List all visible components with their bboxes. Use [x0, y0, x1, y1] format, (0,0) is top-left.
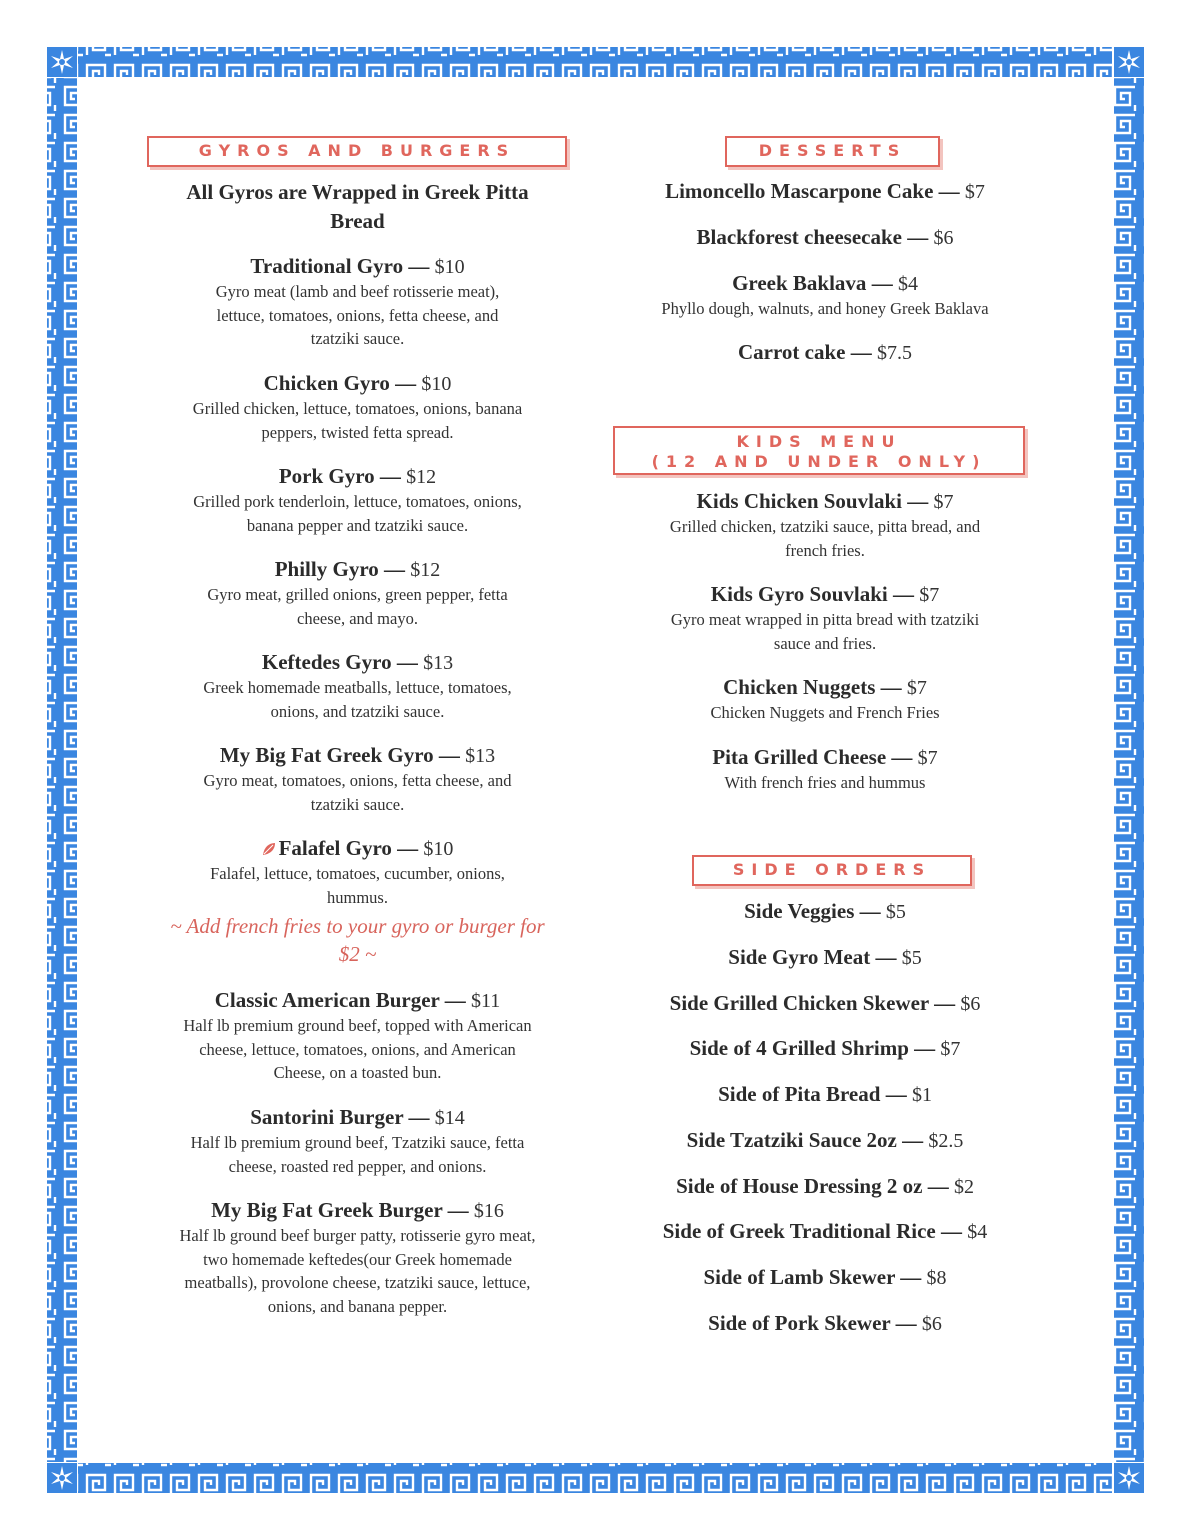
- item-name: Philly Gyro: [274, 557, 379, 581]
- item-price: $7: [940, 1038, 961, 1060]
- menu-item: Blackforest cheesecake — $6: [696, 225, 954, 249]
- item-desc: Chicken Nuggets and French Fries: [710, 703, 940, 722]
- item-name: Falafel Gyro: [278, 836, 392, 860]
- item-price: $7.5: [877, 342, 912, 364]
- menu-item: Side Grilled Chicken Skewer — $6: [669, 991, 981, 1015]
- item-price: $5: [885, 901, 906, 923]
- desserts-heading: DESSERTS: [725, 136, 940, 167]
- item-name: Side of Lamb Skewer: [703, 1265, 896, 1289]
- item-price: $1: [911, 1084, 932, 1106]
- item-price: $10: [421, 373, 452, 395]
- item-desc: Grilled pork tenderloin, lettuce, tomatoes, onions, banana pepper and tzatziki sauce.: [193, 492, 522, 535]
- menu-item: Pork Gyro — $12 Grilled pork tenderloin, lettuce, tomatoes, onions, banana pepper and tzatziki sauce.: [165, 463, 550, 537]
- gyros-intro: All Gyros are Wrapped in Greek Pitta Bread: [186, 180, 529, 233]
- item-price: $13: [423, 652, 454, 674]
- menu-item: Side of Lamb Skewer — $8: [703, 1265, 947, 1289]
- item-desc: Gyro meat, grilled onions, green pepper, fetta cheese, and mayo.: [207, 585, 508, 628]
- item-desc: Phyllo dough, walnuts, and honey Greek Baklava: [661, 299, 989, 318]
- item-price: $11: [470, 990, 501, 1012]
- menu-item: Carrot cake — $7.5: [738, 340, 912, 364]
- item-name: Blackforest cheesecake: [696, 225, 902, 249]
- item-name: Side Tzatziki Sauce 2oz: [686, 1128, 897, 1152]
- menu-item: Classic American Burger — $11 Half lb premium ground beef, topped with American cheese, lettuce, tomatoes, onions, and American Cheese, on a toasted bun.: [165, 987, 550, 1085]
- item-name: My Big Fat Greek Burger: [211, 1198, 443, 1222]
- item-name: Chicken Gyro: [263, 371, 390, 395]
- item-price: $7: [933, 491, 954, 513]
- item-price: $7: [917, 747, 938, 769]
- menu-item: Philly Gyro — $12 Gyro meat, grilled onions, green pepper, fetta cheese, and mayo.: [165, 556, 550, 630]
- menu-item: Side of Pork Skewer — $6: [708, 1311, 942, 1335]
- menu-item: Limoncello Mascarpone Cake — $7: [665, 179, 985, 203]
- item-name: My Big Fat Greek Gyro: [219, 743, 434, 767]
- item-name: Side of Greek Traditional Rice: [662, 1219, 936, 1243]
- menu-item: Side Tzatziki Sauce 2oz — $2.5: [686, 1128, 964, 1152]
- item-price: $12: [410, 559, 441, 581]
- menu-item: Side Gyro Meat — $5: [728, 945, 922, 969]
- item-price: $2: [953, 1176, 974, 1198]
- menu-item: Chicken Gyro — $10 Grilled chicken, lettuce, tomatoes, onions, banana peppers, twisted fetta spread.: [165, 370, 550, 444]
- item-price: $10: [423, 838, 454, 860]
- item-name: Carrot cake: [738, 340, 846, 364]
- item-name: Santorini Burger: [250, 1105, 404, 1129]
- menu-item: Chicken Nuggets — $7 Chicken Nuggets and French Fries: [615, 674, 1035, 725]
- item-name: Side of Pita Bread: [718, 1082, 881, 1106]
- menu-item: Traditional Gyro — $10 Gyro meat (lamb and beef rotisserie meat), lettuce, tomatoes, onions, fetta cheese, and tzatziki sauce.: [165, 253, 550, 351]
- item-price: $6: [921, 1313, 942, 1335]
- item-price: $13: [465, 745, 496, 767]
- item-name: Side Veggies: [744, 899, 855, 923]
- item-price: $6: [933, 227, 954, 249]
- item-price: $6: [960, 993, 981, 1015]
- menu-item: Greek Baklava — $4 Phyllo dough, walnuts, and honey Greek Baklava: [615, 270, 1035, 321]
- item-desc: Grilled chicken, lettuce, tomatoes, onions, banana peppers, twisted fetta spread.: [192, 399, 523, 442]
- item-desc: Grilled chicken, tzatziki sauce, pitta bread, and french fries.: [669, 517, 981, 560]
- item-price: $7: [919, 584, 940, 606]
- menu-item: My Big Fat Greek Burger — $16 Half lb ground beef burger patty, rotisserie gyro meat, two homemade keftedes(our Greek homemade meatballs), provolone cheese, tzatziki sauce, lettuce, onions, and banana pepper.: [165, 1197, 550, 1318]
- item-name: Traditional Gyro: [250, 254, 404, 278]
- item-name: Pita Grilled Cheese: [712, 745, 887, 769]
- item-price: $4: [967, 1221, 988, 1243]
- item-name: Side of House Dressing 2 oz: [676, 1174, 923, 1198]
- side-orders-heading: SIDE ORDERS: [692, 855, 972, 886]
- item-desc: Greek homemade meatballs, lettuce, tomatoes, onions, and tzatziki sauce.: [203, 678, 512, 721]
- item-name: Chicken Nuggets: [723, 675, 876, 699]
- item-price: $7: [964, 181, 985, 203]
- item-name: Side of Pork Skewer: [708, 1311, 891, 1335]
- item-name: Side Grilled Chicken Skewer: [669, 991, 929, 1015]
- kids-heading-line2: (12 AND UNDER ONLY): [651, 452, 987, 471]
- item-price: $14: [434, 1107, 465, 1129]
- item-name: Kids Chicken Souvlaki: [696, 489, 902, 513]
- item-price: $8: [926, 1267, 947, 1289]
- item-desc: Gyro meat (lamb and beef rotisserie meat), lettuce, tomatoes, onions, fetta cheese, and tzatziki sauce.: [215, 282, 500, 348]
- item-desc: Half lb premium ground beef, topped with American cheese, lettuce, tomatoes, onions, and American Cheese, on a toasted bun.: [183, 1016, 532, 1082]
- menu-item: Pita Grilled Cheese — $7 With french fries and hummus: [615, 744, 1035, 795]
- item-desc: Half lb premium ground beef, Tzatziki sauce, fetta cheese, roasted red pepper, and onions.: [190, 1133, 525, 1176]
- item-name: Greek Baklava: [732, 271, 867, 295]
- menu-item: Side Veggies — $5: [744, 899, 906, 923]
- menu-item: Santorini Burger — $14 Half lb premium ground beef, Tzatziki sauce, fetta cheese, roasted red pepper, and onions.: [165, 1104, 550, 1178]
- item-name: Classic American Burger: [214, 988, 440, 1012]
- kids-heading-line1: KIDS MENU: [736, 432, 902, 451]
- menu-item: Side of Greek Traditional Rice — $4: [662, 1219, 988, 1243]
- item-price: $4: [897, 273, 918, 295]
- item-price: $2.5: [928, 1130, 964, 1152]
- item-name: Pork Gyro: [278, 464, 375, 488]
- item-price: $7: [906, 677, 927, 699]
- item-name: Kids Gyro Souvlaki: [710, 582, 888, 606]
- menu-item: Side of 4 Grilled Shrimp — $7: [689, 1036, 961, 1060]
- item-price: $10: [434, 256, 465, 278]
- item-price: $16: [473, 1200, 504, 1222]
- menu-item: Kids Chicken Souvlaki — $7 Grilled chicken, tzatziki sauce, pitta bread, and french fries.: [615, 488, 1035, 562]
- fries-addon-note: ~ Add french fries to your gyro or burger for $2 ~: [170, 914, 545, 966]
- menu-item: Falafel Gyro — $10 Falafel, lettuce, tomatoes, cucumber, onions, hummus.: [165, 835, 550, 909]
- menu-item: Keftedes Gyro — $13 Greek homemade meatballs, lettuce, tomatoes, onions, and tzatziki sauce.: [165, 649, 550, 723]
- kids-heading: [613, 426, 1025, 475]
- menu-item: Side of House Dressing 2 oz — $2: [676, 1174, 974, 1198]
- vegetarian-leaf-icon: [262, 842, 276, 856]
- menu-item: My Big Fat Greek Gyro — $13 Gyro meat, tomatoes, onions, fetta cheese, and tzatziki sauce.: [165, 742, 550, 816]
- item-price: $5: [901, 947, 922, 969]
- menu-item: Kids Gyro Souvlaki — $7 Gyro meat wrapped in pitta bread with tzatziki sauce and fries.: [615, 581, 1035, 655]
- item-desc: Falafel, lettuce, tomatoes, cucumber, onions, hummus.: [210, 864, 505, 907]
- item-desc: Gyro meat wrapped in pitta bread with tzatziki sauce and fries.: [670, 610, 980, 653]
- item-desc: With french fries and hummus: [724, 773, 926, 792]
- item-name: Keftedes Gyro: [261, 650, 392, 674]
- item-desc: Half lb ground beef burger patty, rotisserie gyro meat, two homemade keftedes(our Greek homemade meatballs), provolone cheese, tzatziki sauce, lettuce, onions, and banana pepper.: [179, 1226, 536, 1316]
- item-name: Side of 4 Grilled Shrimp: [689, 1036, 909, 1060]
- gyros-heading: GYROS AND BURGERS: [147, 136, 567, 167]
- item-price: $12: [406, 466, 437, 488]
- item-name: Limoncello Mascarpone Cake: [665, 179, 934, 203]
- item-name: Side Gyro Meat: [728, 945, 871, 969]
- item-desc: Gyro meat, tomatoes, onions, fetta cheese, and tzatziki sauce.: [203, 771, 512, 814]
- menu-item: Side of Pita Bread — $1: [718, 1082, 932, 1106]
